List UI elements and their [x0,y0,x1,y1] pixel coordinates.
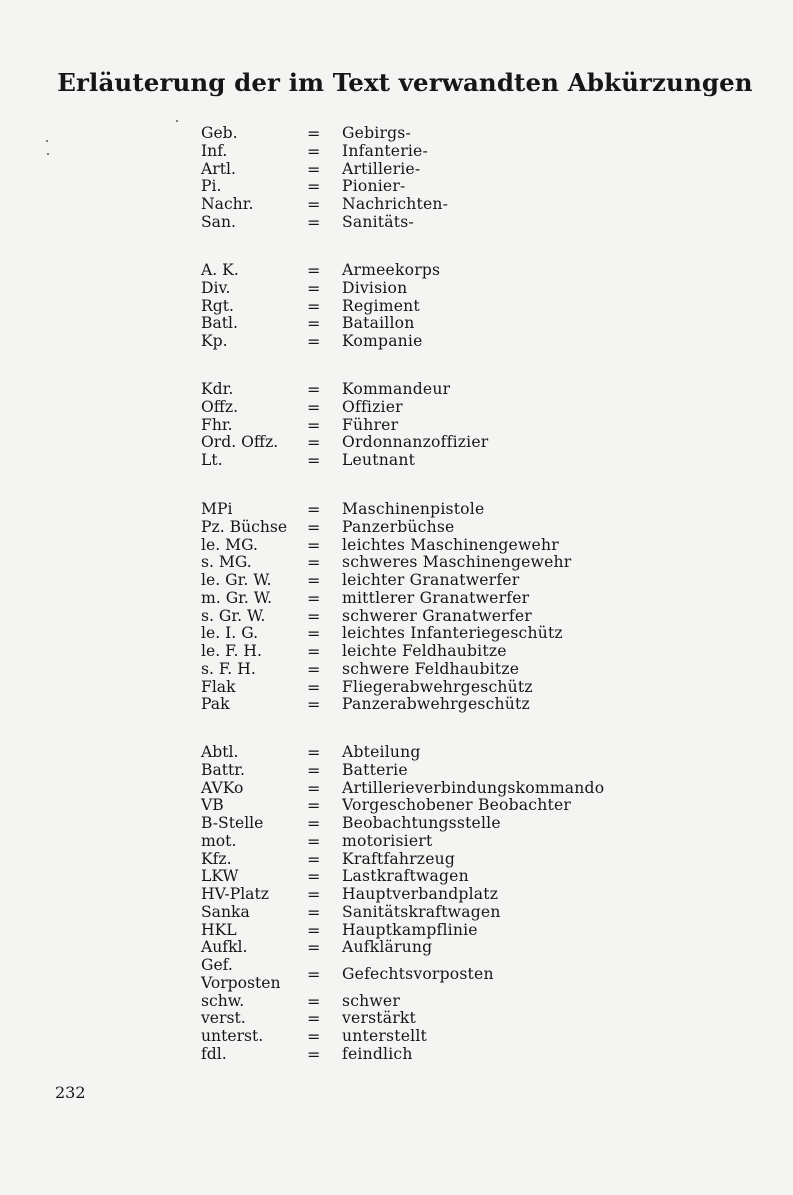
abbreviation-meaning: Division [342,278,408,297]
abbreviation-row [0,125,793,143]
abbreviation-group-weapons [0,501,793,714]
equals-sign: = [307,760,321,780]
abbreviation-term: VB [201,796,224,815]
abbreviation-row [0,280,793,298]
equals-sign: = [307,743,321,762]
abbreviation-meaning: Regiment [342,296,420,315]
equals-sign: = [307,814,321,833]
abbreviation-term: Pi. [201,177,222,196]
abbreviation-row [0,262,793,280]
abbreviation-row [0,298,793,316]
abbreviation-row [0,922,793,940]
abbreviation-term: Kfz. [201,849,232,868]
abbreviation-meaning: Hauptkampflinie [342,920,478,939]
abbreviation-meaning: Armeekorps [342,261,441,279]
abbreviation-meaning: motorisiert [342,831,433,850]
equals-sign: = [307,571,321,590]
abbreviation-row [0,679,793,697]
abbreviation-meaning: Nachrichten- [342,195,449,213]
abbreviation-meaning: Kompanie [342,332,423,350]
abbreviation-meaning: Ordonnanzoffizier [342,433,489,452]
abbreviation-row [0,780,793,798]
equals-sign: = [307,624,321,644]
abbreviation-row [0,797,793,815]
abbreviation-row [0,1010,793,1028]
equals-sign: = [307,141,321,161]
abbreviation-meaning: Vorgeschobener Beobachter [342,796,572,815]
abbreviation-term: Sanka [201,902,250,921]
abbreviation-row [0,196,793,214]
abbreviation-meaning: schwere Feldhaubitze [342,659,520,678]
abbreviation-meaning: Artillerieverbindungskommando [342,778,605,797]
abbreviation-row [0,537,793,555]
abbreviation-row [0,572,793,590]
abbreviation-term: Batl. [201,314,238,333]
abbreviation-meaning: leichte Feldhaubitze [342,642,507,660]
abbreviation-term: le. I. G. [201,624,259,643]
abbreviation-row [0,161,793,179]
equals-sign: = [307,778,321,798]
abbreviation-group-ranks [0,381,793,470]
abbreviation-group-unit-types [0,125,793,232]
abbreviation-term: Pz. Büchse [201,517,288,536]
abbreviation-term: Aufkl. [201,938,248,957]
abbreviation-row [0,833,793,851]
abbreviation-term: m. Gr. W. [201,588,273,607]
equals-sign: = [307,965,321,984]
abbreviation-term: Pak [201,695,230,714]
abbreviation-meaning: Panzerbüchse [342,517,455,536]
abbreviation-term: MPi [201,500,233,518]
abbreviation-meaning: Panzerabwehrgeschütz [342,695,530,714]
abbreviation-term: Abtl. [201,743,239,761]
abbreviation-meaning: Leutnant [342,451,416,469]
abbreviation-term: LKW [201,867,239,886]
page-title: Erläuterung der im Text verwandten Abkürzungen [57,68,753,97]
abbreviation-term: mot. [201,831,237,850]
abbreviation-row [0,399,793,417]
equals-sign: = [307,433,321,453]
abbreviation-row [0,643,793,661]
equals-sign: = [307,124,321,143]
equals-sign: = [307,296,321,316]
abbreviation-meaning: Artillerie- [342,159,421,178]
abbreviation-meaning: Aufklärung [342,938,433,957]
abbreviation-meaning: feindlich [342,1044,413,1063]
equals-sign: = [307,451,321,470]
abbreviation-row [0,762,793,780]
abbreviation-row [0,744,793,762]
abbreviation-term: Fhr. [201,415,233,434]
equals-sign: = [307,314,321,334]
abbreviation-row [0,554,793,572]
paper-speck [176,120,178,122]
abbreviation-meaning: Sanitäts- [342,212,414,231]
abbreviation-meaning: Gebirgs- [342,124,411,142]
abbreviation-term: Nachr. [201,195,254,213]
equals-sign: = [307,535,321,555]
abbreviation-row [0,661,793,679]
abbreviation-row [0,904,793,922]
equals-sign: = [307,1027,321,1046]
abbreviation-row [0,1046,793,1064]
abbreviation-term: Artl. [201,159,236,178]
abbreviation-meaning: schwerer Granatwerfer [342,606,532,625]
abbreviation-meaning: mittlerer Granatwerfer [342,588,530,607]
abbreviation-meaning: Kraftfahrzeug [342,849,456,868]
abbreviation-row [0,868,793,886]
abbreviation-meaning: Batterie [342,760,408,779]
equals-sign: = [307,920,321,940]
abbreviation-meaning: unterstellt [342,1027,427,1045]
paper-speck [46,140,48,142]
abbreviation-term: s. Gr. W. [201,606,266,625]
abbreviation-row [0,434,793,452]
abbreviation-row [0,452,793,470]
abbreviation-term: verst. [201,1009,246,1028]
abbreviation-meaning: Sanitätskraftwagen [342,902,501,921]
abbreviation-row [0,851,793,869]
abbreviation-row [0,1028,793,1046]
abbreviation-row [0,957,793,993]
abbreviation-term: le. MG. [201,535,258,554]
abbreviation-meaning: Gefechtsvorposten [342,965,494,983]
abbreviation-row [0,315,793,333]
abbreviation-term: AVKo [201,778,244,797]
abbreviation-meaning: Beobachtungsstelle [342,814,501,832]
abbreviation-term: Kp. [201,332,228,350]
abbreviation-meaning: Infanterie- [342,141,428,160]
abbreviation-term: unterst. [201,1027,264,1045]
equals-sign: = [307,902,321,922]
equals-sign: = [307,332,321,351]
abbreviation-row [0,519,793,537]
abbreviation-term: s. MG. [201,553,252,572]
abbreviation-term: Kdr. [201,380,234,398]
abbreviation-term: Offz. [201,397,239,416]
equals-sign: = [307,831,321,851]
equals-sign: = [307,659,321,679]
equals-sign: = [307,849,321,869]
abbreviation-meaning: Lastkraftwagen [342,867,469,886]
abbreviation-term: HKL [201,920,237,939]
abbreviation-meaning: Hauptverbandplatz [342,885,499,903]
abbreviation-row [0,333,793,351]
equals-sign: = [307,415,321,435]
abbreviation-meaning: Fliegerabwehrgeschütz [342,677,533,696]
equals-sign: = [307,195,321,214]
abbreviation-row [0,501,793,519]
abbreviation-row [0,417,793,435]
abbreviation-row [0,993,793,1011]
equals-sign: = [307,1009,321,1029]
abbreviation-term: Rgt. [201,296,234,315]
equals-sign: = [307,177,321,197]
abbreviation-row [0,608,793,626]
equals-sign: = [307,695,321,715]
abbreviation-row [0,625,793,643]
abbreviation-term: s. F. H. [201,659,256,678]
equals-sign: = [307,517,321,537]
equals-sign: = [307,642,321,661]
equals-sign: = [307,991,321,1011]
abbreviation-meaning: Bataillon [342,314,415,333]
abbreviation-row [0,178,793,196]
abbreviation-term: le. F. H. [201,642,262,660]
abbreviation-row [0,143,793,161]
equals-sign: = [307,159,321,179]
abbreviation-term: A. K. [201,261,239,279]
abbreviation-meaning: Maschinenpistole [342,500,485,518]
equals-sign: = [307,500,321,519]
abbreviation-row [0,214,793,232]
equals-sign: = [307,677,321,697]
abbreviation-term: Geb. [201,124,238,142]
abbreviation-row [0,590,793,608]
abbreviation-meaning: Offizier [342,397,403,416]
abbreviation-term: HV-Platz [201,885,269,903]
abbreviation-group-misc [0,744,793,1064]
abbreviation-meaning: Pionier- [342,177,406,196]
abbreviation-meaning: leichter Granatwerfer [342,571,520,589]
abbreviation-term: B-Stelle [201,814,264,832]
equals-sign: = [307,938,321,958]
abbreviation-group-formations [0,262,793,351]
equals-sign: = [307,278,321,298]
abbreviation-term: Ord. Offz. [201,433,279,452]
abbreviation-term: Battr. [201,760,245,779]
abbreviation-term: Flak [201,677,236,696]
abbreviation-meaning: verstärkt [342,1009,417,1028]
equals-sign: = [307,867,321,887]
abbreviation-term: Gef. Vorposten [201,956,281,992]
abbreviation-meaning: Führer [342,415,399,434]
equals-sign: = [307,588,321,608]
abbreviation-meaning: leichtes Maschinengewehr [342,535,559,554]
abbreviation-term: schw. [201,991,245,1010]
equals-sign: = [307,885,321,904]
abbreviation-term: San. [201,212,236,231]
abbreviation-meaning: schweres Maschinengewehr [342,553,572,572]
equals-sign: = [307,606,321,626]
abbreviation-row [0,886,793,904]
abbreviation-term: le. Gr. W. [201,571,272,589]
abbreviation-row [0,939,793,957]
abbreviation-row [0,696,793,714]
equals-sign: = [307,212,321,232]
abbreviation-term: Div. [201,278,231,297]
equals-sign: = [307,397,321,417]
equals-sign: = [307,380,321,399]
abbreviation-meaning: leichtes Infanteriegeschütz [342,624,563,643]
abbreviation-term: Inf. [201,141,228,160]
abbreviation-term: Lt. [201,451,223,469]
abbreviation-row [0,815,793,833]
equals-sign: = [307,1044,321,1064]
abbreviation-term: fdl. [201,1044,227,1063]
page-number: 232 [55,1083,86,1102]
abbreviation-meaning: schwer [342,991,401,1010]
equals-sign: = [307,261,321,280]
paper-speck [47,153,49,155]
abbreviation-row [0,381,793,399]
abbreviation-meaning: Kommandeur [342,380,451,398]
equals-sign: = [307,553,321,573]
abbreviation-meaning: Abteilung [342,743,421,761]
equals-sign: = [307,796,321,816]
